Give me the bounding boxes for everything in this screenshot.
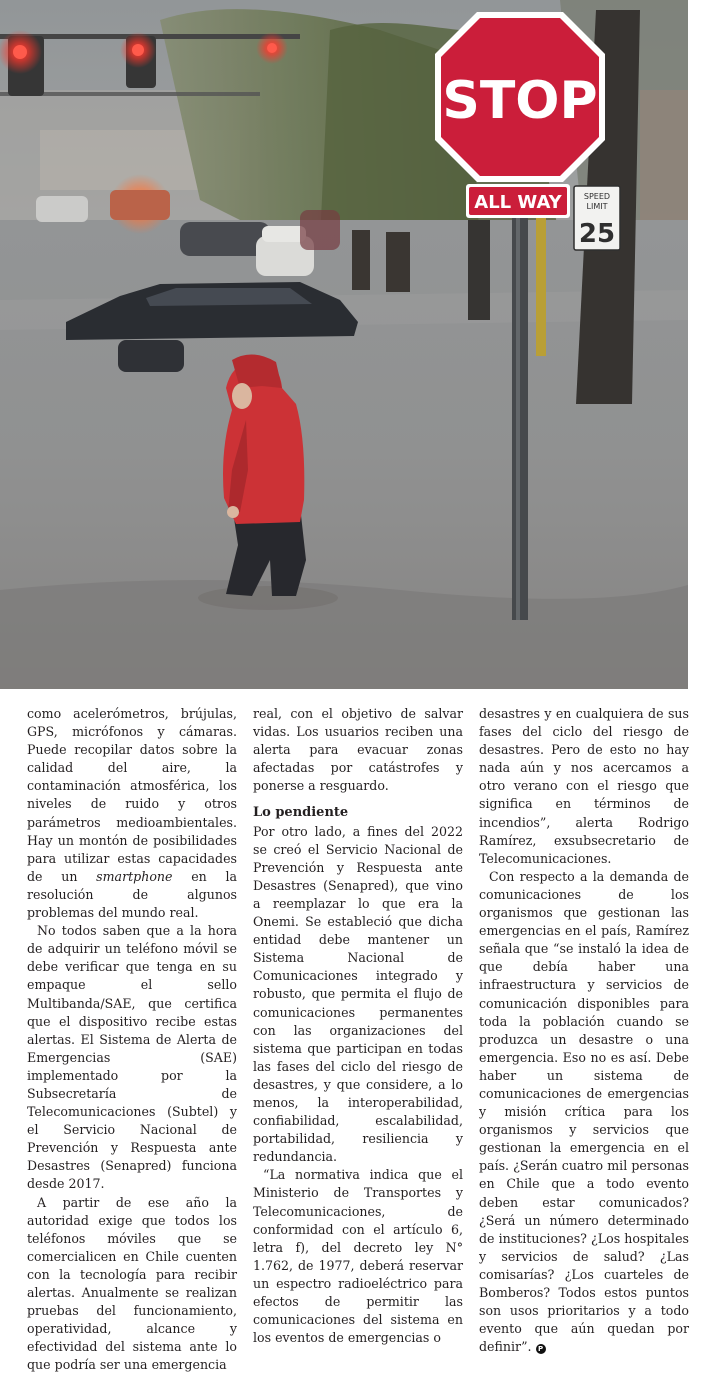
news-photo-flooded-street (0, 0, 688, 689)
section-heading: Lo pendiente (253, 805, 349, 821)
end-of-article-icon: P (536, 1344, 546, 1354)
paragraph: “La normativa indica que el Ministerio de Transportes y Telecomunicaciones, de conformidad con el artículo 6, letra f), del decreto ley N° 1.762, de 1977, deberá reservar un espectro radioeléctrico para efectos de permitir las comunicaciones del sistema en los eventos de emergencias o (253, 1167, 463, 1346)
svg-text:LIMIT: LIMIT (586, 202, 608, 211)
paragraph: No todos saben que a la hora de adquirir un teléfono móvil se debe verificar que tenga en su empaque el sello Multibanda/SAE, que certifica que el dispositivo recibe estas alertas. El Sistema de Alerta de Emergencias (SAE) implementado por la Subsecretaría de Telecomunicaciones (Subtel) y el Servicio Nacional de Prevención y Respuesta ante Desastres (Senapred) funciona desde 2017. (27, 923, 237, 1192)
article-column-3 (479, 705, 689, 1356)
all-way-text: ALL WAY (474, 192, 562, 213)
article-column-1 (27, 705, 237, 1374)
stop-sign-text: STOP (442, 71, 598, 131)
paragraph: Por otro lado, a fines del 2022 se creó el Servicio Nacional de Prevención y Respuesta ante Desastres (Senapred), que vino a reemplazar lo que era la Onemi. Se estableció que dicha entidad debe mantener un Sistema Nacional de Comunicaciones integrado y robusto, que permita el flujo de comunicaciones permanentes con las organizaciones del sistema que participan en todas las fases del ciclo del riesgo de desastres, y que considere, a lo menos, la interoperabilidad, confiabilidad, escalabilidad, portabilidad, resiliencia y redundancia. (253, 823, 463, 1165)
article-body (27, 705, 690, 1373)
paragraph: como acelerómetros, brújulas, GPS, micrófonos y cámaras. Puede recopilar datos sobre la calidad del aire, la contaminación atmosférica, los niveles de ruido y otros parámetros medioambientales. Hay un montón de posibilidades para utilizar estas capacidades de un smartphone en la resolución de algunos problemas del mundo real. (27, 706, 237, 921)
article-column-2 (253, 705, 463, 1347)
paragraph: A partir de ese año la autoridad exige que todos los teléfonos móviles que se comercialicen en Chile cuenten con la tecnología para recibir alertas. Anualmente se realizan pruebas del funcionamiento, operatividad, alcance y efectividad del sistema ante lo que podría ser una emergencia (27, 1194, 237, 1373)
svg-text:25: 25 (578, 219, 616, 249)
paragraph: real, con el objetivo de salvar vidas. Los usuarios reciben una alerta para evacuar zonas afectadas por catástrofes y ponerse a resguardo. (253, 706, 463, 794)
flood-scene-illustration (0, 0, 688, 689)
svg-text:SPEED: SPEED (583, 192, 611, 201)
paragraph: desastres y en cualquiera de sus fases del ciclo del riesgo de desastres. Pero de esto no hay nada aún y nos acercamos a otro verano con el riesgo que significa en términos de incendios”, alerta Rodrigo Ramírez, exsubsecretario de Telecomunicaciones. (479, 706, 689, 866)
paragraph: Con respecto a la demanda de comunicaciones de los organismos que gestionan las emergencias en el país, Ramírez señala que “se instaló la idea de que debía haber una infraestructura y servicios de comunicación disponibles para toda la población cuando se produzca un desastre o una emergencia. Eso no es así. Debe haber un sistema de comunicaciones de emergencias y misión crítica para los organismos y servicios que gestionan la emergencia en el país. ¿Serán cuatro mil personas en Chile que a todo evento deben estar comunicados? ¿Será un número determinado de instituciones? ¿Los hospitales y servicios de salud? ¿Las comisarías? ¿Los cuarteles de Bomberos? Todos estos puntos son usos prioritarios y a todo evento que aún quedan por definir”. P (479, 868, 689, 1355)
